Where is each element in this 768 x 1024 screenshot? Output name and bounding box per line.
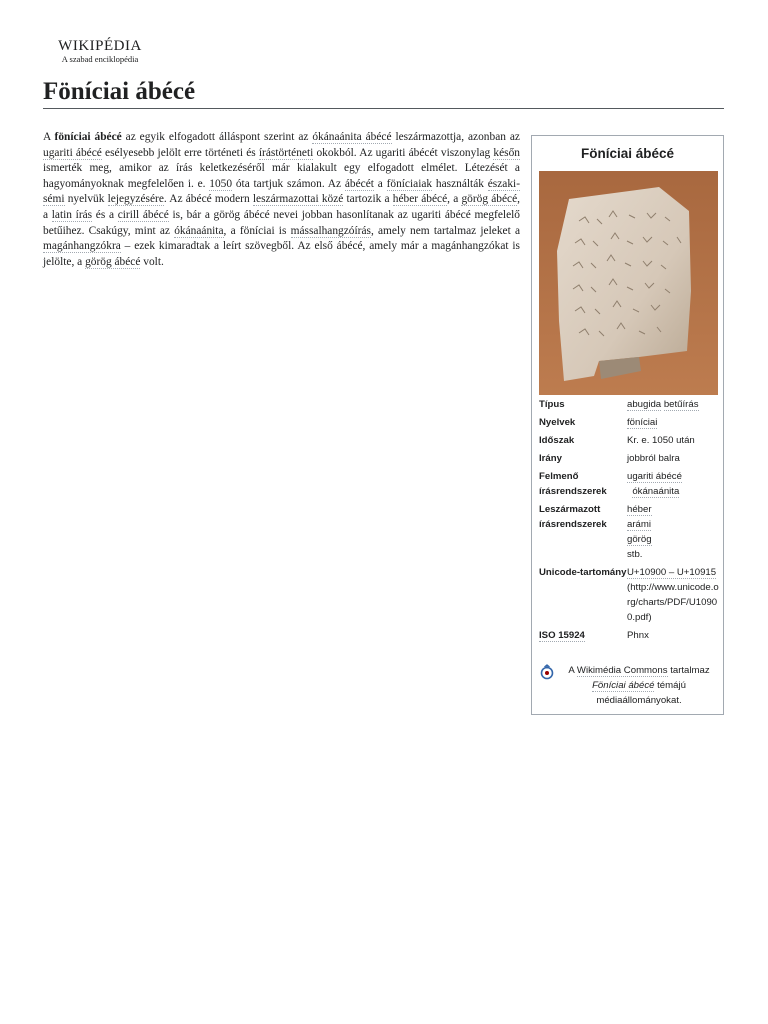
infobox-value: [627, 502, 720, 562]
text-run: okokból. Az ugariti ábécét viszonylag: [313, 146, 494, 159]
infobox-value-line: [627, 532, 720, 547]
infobox-label: Felmenő írásrendszerek: [539, 471, 607, 497]
inline-link[interactable]: északi-sémi: [43, 177, 521, 206]
infobox-label: [539, 628, 627, 643]
inline-link[interactable]: cirill ábécé: [117, 208, 169, 221]
text-run: is, bár a görög ábécé nevei jobban hasonlítanak az ugariti ábécé megfelelő betűihez. Csakúgy, mint az: [43, 208, 520, 237]
inline-link[interactable]: ugariti ábécé: [43, 146, 102, 159]
commons-topic-link[interactable]: Föníciai ábécé: [592, 680, 655, 691]
infobox-rows: [539, 397, 720, 646]
page-title: Föníciai ábécé: [43, 78, 196, 105]
infobox-value: [627, 433, 720, 448]
text-run: , amely nem tartalmaz jeleket a: [370, 224, 521, 237]
infobox-label: Irány: [539, 453, 562, 464]
infobox-label: Típus: [539, 399, 565, 410]
inline-link[interactable]: ugariti ábécé: [627, 471, 682, 482]
text-run: stb.: [627, 549, 643, 560]
commons-text: [559, 663, 719, 708]
infobox-value: [627, 628, 720, 643]
infobox-value-line: [627, 502, 720, 517]
infobox-row: [539, 628, 720, 643]
infobox-row: [539, 433, 720, 448]
infobox-value-line: [627, 484, 720, 499]
inline-link[interactable]: U+10900 – U+10915: [627, 567, 717, 578]
bold-term: föníciai ábécé: [54, 131, 122, 143]
infobox-row: [539, 397, 720, 412]
inline-link[interactable]: abugida: [627, 399, 662, 410]
text-run: . Az ábécé modern: [163, 193, 253, 206]
text-run: használták: [432, 177, 488, 190]
text-run: nyelvük: [64, 193, 108, 206]
commons-mid: tartalmaz: [667, 665, 710, 676]
logo-tagline: A szabad enciklopédia: [61, 54, 139, 64]
lead-paragraph: [43, 130, 520, 270]
inline-link[interactable]: betűírás: [663, 399, 699, 410]
infobox-value: [627, 397, 720, 412]
infobox-row: [539, 451, 720, 466]
text-run: óta tartjuk számon. Az: [232, 177, 345, 190]
infobox-row: [539, 415, 720, 430]
inline-link[interactable]: ókánaánita: [632, 486, 680, 497]
infobox: [531, 135, 724, 715]
text-run: – ezek kimaradtak a leírt szövegből. Az első ábécé, amely már a magánhangzókat is jelölte, a: [43, 240, 520, 268]
inline-link[interactable]: görög ábécé: [85, 255, 141, 268]
inline-link[interactable]: 1050: [209, 177, 233, 190]
infobox-label: Unicode-tartomány: [539, 567, 627, 578]
text-run: , a: [43, 193, 520, 221]
inline-link[interactable]: későn: [493, 146, 520, 159]
text-run: volt.: [140, 255, 164, 268]
text-run: Kr. e. 1050 után: [627, 435, 695, 446]
infobox-label-link[interactable]: ISO 15924: [539, 630, 585, 641]
inline-link[interactable]: írástörténeti: [258, 146, 314, 159]
inline-link[interactable]: ókánaánita ábécé: [312, 131, 392, 143]
infobox-row: [539, 502, 720, 562]
inline-link[interactable]: görög: [627, 534, 652, 545]
text-run: a: [373, 177, 387, 190]
text-run: és a: [92, 208, 118, 221]
wikimedia-commons-icon[interactable]: [539, 664, 555, 680]
inline-link[interactable]: lejegyzésére: [107, 193, 164, 206]
infobox-label: Időszak: [539, 435, 575, 446]
commons-notice: [539, 663, 719, 708]
inline-link[interactable]: föníciaiak: [386, 177, 433, 190]
text-run: Phnx: [627, 630, 649, 641]
infobox-value-line: [627, 547, 720, 562]
text-run: leszármazottja, azonban az: [391, 131, 520, 143]
text-run: az egyik elfogadott álláspont szerint az: [121, 131, 313, 143]
text-run: , a föníciai is: [223, 224, 291, 237]
inline-link[interactable]: arámi: [627, 519, 651, 530]
wikipedia-logo[interactable]: [57, 38, 143, 64]
infobox-value: [627, 565, 720, 625]
text-run: jobbról balra: [627, 453, 680, 464]
text-run: ismerték meg, amikor az írás keletkezéséről már kialakult egy elfogadott elmélet. Létezését a hagyományoknak megfelelően i. e.: [43, 162, 520, 190]
text-run: (http://www.unicode.org/charts/PDF/U10900.pdf): [627, 582, 719, 623]
inline-link[interactable]: mássalhangzóírás: [290, 224, 371, 237]
text-run: esélyesebb jelölt erre történeti és: [101, 146, 259, 159]
tablet-image[interactable]: [539, 171, 718, 395]
infobox-row: [539, 469, 720, 499]
text-run: A: [43, 131, 55, 143]
infobox-value-line: [627, 469, 720, 484]
commons-suffix: témájú médiaállományokat.: [596, 680, 686, 706]
logo-title: WIKIPÉDIA: [58, 38, 142, 54]
inline-link[interactable]: görög ábécé: [461, 193, 518, 206]
inline-link[interactable]: föníciai: [627, 417, 658, 428]
infobox-row: [539, 565, 720, 625]
inline-link[interactable]: magánhangzókra: [43, 240, 121, 253]
infobox-label: Leszármazott írásrendszerek: [539, 504, 607, 530]
infobox-value: [627, 469, 720, 499]
infobox-value: [627, 451, 720, 466]
inline-link[interactable]: latin írás: [51, 208, 93, 221]
infobox-label: Nyelvek: [539, 417, 576, 428]
inline-link[interactable]: héber ábécé: [392, 193, 448, 206]
inline-link[interactable]: ábécét: [344, 177, 374, 190]
commons-prefix: A: [568, 665, 577, 676]
text-run: tartozik a: [343, 193, 393, 206]
inline-link[interactable]: héber: [627, 504, 652, 515]
commons-link[interactable]: Wikimédia Commons: [576, 665, 668, 676]
text-run: , a: [447, 193, 462, 206]
infobox-value: [627, 415, 720, 430]
infobox-title: Föníciai ábécé: [580, 146, 675, 161]
infobox-value-line: [627, 517, 720, 532]
title-divider: [43, 108, 724, 109]
inline-link[interactable]: ókánaánita: [174, 224, 224, 237]
inline-link[interactable]: leszármazottai közé: [252, 193, 344, 206]
